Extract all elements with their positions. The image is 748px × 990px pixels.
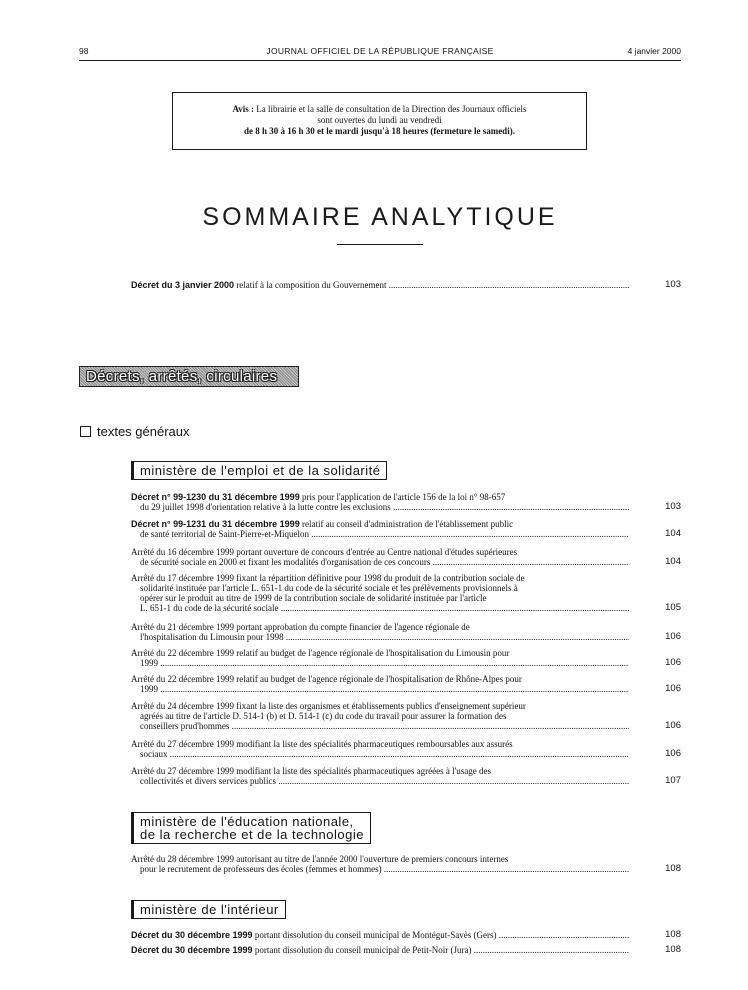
ministry-heading-education: ministère de l'éducation nationale, de la recherche et de la technologie [131, 812, 371, 844]
summary-entry[interactable]: Arrêté du 21 décembre 1999 portant approbation du compte financier de l'agence régionale de l'hospitalisation du Limousin pour 1998 ..... 106 [131, 622, 681, 642]
page-ref: 103 [665, 501, 681, 512]
subsection-heading: textes généraux [80, 424, 190, 439]
ministry-heading-interieur: ministère de l'intérieur [131, 900, 286, 919]
issue-date: 4 janvier 2000 [627, 46, 681, 56]
ministry-heading-emploi: ministère de l'emploi et de la solidarité [131, 461, 387, 480]
notice-line-3: de 8 h 30 à 16 h 30 et le mardi jusqu'à 18 heures (fermeture le samedi). [244, 126, 515, 136]
page-ref: 106 [665, 748, 681, 759]
summary-entry[interactable]: Arrêté du 17 décembre 1999 fixant la répartition définitive pour 1998 du produit de la contribution sociale de solidarité instituée par l'article L. 651-1 du code de la sécurité sociale et les prélèvements provisionnels à opérer sur le produit au titre de 1999 de la contribution sociale de solidarité instituée par l'article L. 651-1 du code de la sécurité sociale ..... 105 [131, 573, 681, 613]
page-ref: 106 [665, 720, 681, 731]
page-ref: 104 [665, 528, 681, 539]
summary-entry[interactable]: Décret du 30 décembre 1999 portant dissolution du conseil municipal de Petit-Noir (Jura) ..... 108 [131, 945, 681, 955]
notice-box [172, 92, 587, 150]
summary-entry[interactable]: Décret du 30 décembre 1999 portant dissolution du conseil municipal de Montégut-Savès (Gers) ..... 108 [131, 930, 681, 940]
page-number: 98 [79, 46, 89, 56]
notice-line-1: Avis : La librairie et la salle de consultation de la Direction des Journaux officiels [232, 104, 527, 114]
summary-entry[interactable]: Arrêté du 27 décembre 1999 modifiant la liste des spécialités pharmaceutiques remboursables aux assurés sociaux ..... 106 [131, 739, 681, 759]
page-ref: 108 [665, 863, 681, 874]
journal-title: JOURNAL OFFICIEL DE LA RÉPUBLIQUE FRANÇAISE [266, 46, 494, 56]
page-ref: 104 [665, 556, 681, 567]
summary-entry[interactable]: Arrêté du 24 décembre 1999 fixant la liste des organismes et établissements publics d'enseignement supérieur agréés au titre de l'article D. 514-1 (b) et D. 514-1 (c) du code du travail pour assurer la formation des conseillers prud'hommes ..... 106 [131, 701, 681, 731]
title-divider [337, 244, 423, 245]
checkbox-icon [80, 426, 91, 437]
page-ref: 103 [665, 279, 681, 290]
summary-entry-government[interactable]: Décret du 3 janvier 2000 relatif à la composition du Gouvernement ..... 103 [131, 280, 681, 290]
page-ref: 108 [665, 929, 681, 940]
summary-entry[interactable]: Arrêté du 27 décembre 1999 modifiant la liste des spécialités pharmaceutiques agréées à l'usage des collectivités et divers services publics ..... 107 [131, 766, 681, 786]
summary-entry[interactable]: Arrêté du 22 décembre 1999 relatif au budget de l'agence régionale de l'hospitalisation de Rhône-Alpes pour 1999 ..... 106 [131, 674, 681, 694]
header-divider [79, 60, 681, 61]
page-ref: 108 [665, 944, 681, 955]
summary-entry[interactable]: Décret n° 99-1230 du 31 décembre 1999 pris pour l'application de l'article 156 de la loi n° 98-657 du 29 juillet 1998 d'orientation relative à la lutte contre les exclusions ..... 103 [131, 492, 681, 512]
section-heading: Décrets, arrêtés, circulaires [79, 366, 299, 387]
page-ref: 106 [665, 631, 681, 642]
summary-entry[interactable]: Arrêté du 22 décembre 1999 relatif au budget de l'agence régionale de l'hospitalisation du Limousin pour 1999 ..... 106 [131, 648, 681, 668]
page-ref: 105 [665, 602, 681, 613]
page-title: SOMMAIRE ANALYTIQUE [202, 203, 558, 231]
summary-entry[interactable]: Arrêté du 28 décembre 1999 autorisant au titre de l'année 2000 l'ouverture de premiers concours internes pour le recrutement de professeurs des écoles (femmes et hommes) ..... 108 [131, 854, 681, 874]
page-ref: 106 [665, 657, 681, 668]
summary-entry[interactable]: Décret n° 99-1231 du 31 décembre 1999 relatif au conseil d'administration de l'établissement public de santé territorial de Saint-Pierre-et-Miquelon ..... 104 [131, 519, 681, 539]
notice-label: Avis : [232, 104, 255, 114]
page-ref: 107 [665, 775, 681, 786]
summary-entry[interactable]: Arrêté du 16 décembre 1999 portant ouverture de concours d'entrée au Centre national d'études supérieures de sécurité sociale en 2000 et fixant les modalités d'organisation de ces concours ..... 104 [131, 547, 681, 567]
page-ref: 106 [665, 683, 681, 694]
notice-line-2: sont ouvertes du lundi au vendredi [317, 115, 442, 125]
